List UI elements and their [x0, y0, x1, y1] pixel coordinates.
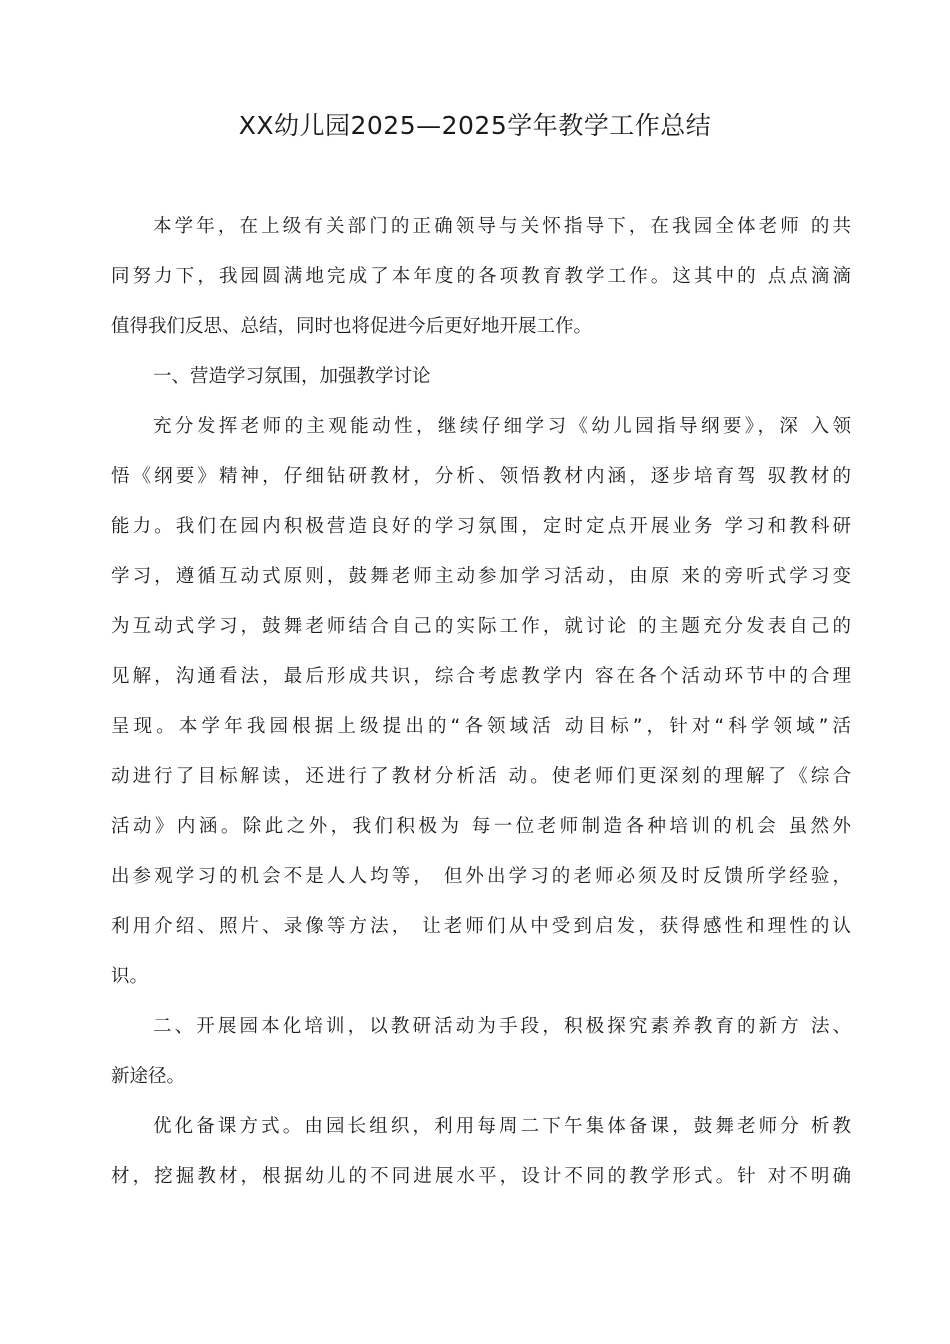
paragraph-line: 学习，遵循互动式原则，鼓舞老师主动参加学习活动，由原 来的旁听式学习变: [111, 566, 851, 587]
section-heading: 新途径。: [111, 1066, 186, 1087]
paragraph-line: 同努力下，我园圆满地完成了本年度的各项教育教学工作。这其中的 点点滴滴: [111, 266, 851, 287]
section-heading: 二、开展园本化培训，以教研活动为手段，积极探究素养教育的新方 法、: [153, 1016, 851, 1037]
paragraph-line: 材，挖掘教材，根据幼儿的不同进展水平，设计不同的教学形式。针 对不明确: [111, 1166, 851, 1187]
section-heading: 一、营造学习氛围，加强教学讨论: [153, 366, 431, 387]
paragraph-line: 优化备课方式。由园长组织，利用每周二下午集体备课，鼓舞老师分 析教: [153, 1116, 851, 1137]
paragraph-line: 识。: [111, 966, 149, 987]
paragraph-line: 见解，沟通看法，最后形成共识，综合考虑教学内 容在各个活动环节中的合理: [111, 666, 851, 687]
paragraph-line: 活动》内涵。除此之外，我们积极为 每一位老师制造各种培训的机会 虽然外: [111, 816, 851, 837]
paragraph-line: 悟《纲要》精神，仔细钻研教材，分析、领悟教材内涵，逐步培育驾 驭教材的: [111, 466, 851, 487]
paragraph-line: 能力。我们在园内积极营造良好的学习氛围，定时定点开展业务 学习和教科研: [111, 516, 851, 537]
paragraph-line: 为互动式学习，鼓舞老师结合自己的实际工作，就讨论 的主题充分发表自己的: [111, 616, 851, 637]
paragraph-line: 利用介绍、照片、录像等方法， 让老师们从中受到启发，获得感性和理性的认: [111, 916, 851, 937]
paragraph-line: 本学年，在上级有关部门的正确领导与关怀指导下，在我园全体老师 的共: [153, 216, 851, 237]
document-title: XX幼儿园2025—2025学年教学工作总结: [238, 111, 712, 140]
paragraph-line: 呈现。本学年我园根据上级提出的“各领域活 动目标”，针对“科学领域”活: [111, 716, 851, 737]
paragraph-line: 动进行了目标解读，还进行了教材分析活 动。使老师们更深刻的理解了《综合: [111, 766, 851, 787]
paragraph-line: 值得我们反思、总结，同时也将促进今后更好地开展工作。: [111, 316, 593, 337]
paragraph-line: 充分发挥老师的主观能动性，继续仔细学习《幼儿园指导纲要》，深 入领: [153, 416, 851, 437]
paragraph-line: 出参观学习的机会不是人人均等， 但外出学习的老师必须及时反馈所学经验，: [111, 866, 851, 887]
